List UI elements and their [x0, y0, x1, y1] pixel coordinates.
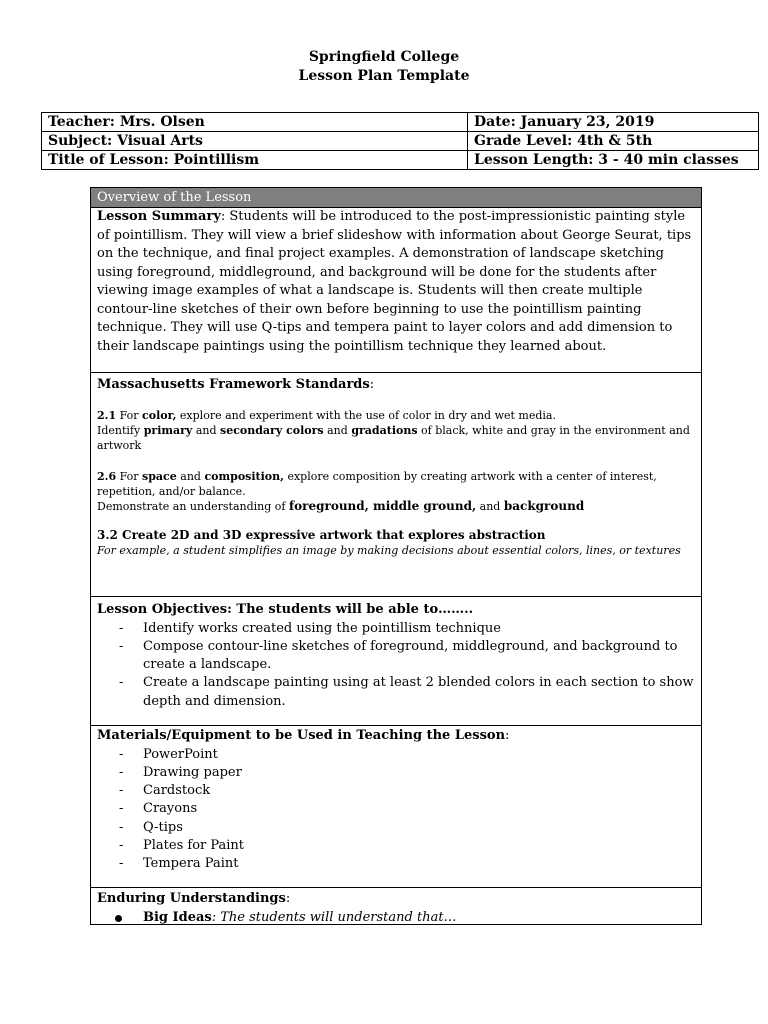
- standard-number: 2.6: [97, 469, 117, 483]
- objectives-list: [97, 620, 695, 711]
- materials-list: [97, 746, 695, 874]
- dash-marker: -: [119, 620, 124, 636]
- enduring-heading-text: Enduring Understandings: [97, 891, 286, 906]
- standard-text: explore composition by creating artwork with a center of interest, repetition, and/or balance.: [97, 469, 657, 498]
- standard-3-2: [97, 528, 695, 558]
- standard-2-1: [97, 408, 695, 453]
- material-text: Cardstock: [143, 783, 211, 799]
- date-cell: Date: January 23, 2019: [468, 113, 759, 132]
- standard-2-6: [97, 469, 695, 514]
- standard-number: 2.1: [97, 408, 117, 422]
- objectives-heading: [97, 597, 695, 620]
- material-text: Tempera Paint: [143, 856, 239, 872]
- list-item: [97, 819, 695, 837]
- list-item: [97, 674, 695, 711]
- list-item: [97, 620, 695, 638]
- enduring-list: [97, 909, 695, 927]
- summary-text: : Students will be introduced to the post-impressionistic painting style of pointillism. They will view a brief slideshow with information about George Seurat, tips on the technique, and final project examples. A demonstration of landscape sketching using foreground, middleground, and background will be done for the students after viewing image examples of what a landscape is. Students will then create multiple contour-line sketches of their own before beginning to use the pointillism painting technique. They will use Q-tips and tempera paint to layer colors and add dimension to their landscape paintings using the pointillism technique they learned about.: [97, 209, 692, 354]
- standards-section: [91, 373, 701, 597]
- standard-keyword: secondary colors: [220, 423, 324, 437]
- summary-label: Lesson Summary: [97, 209, 221, 224]
- teacher-cell: Teacher: Mrs. Olsen: [42, 113, 468, 132]
- standard-keyword: background: [503, 498, 585, 513]
- standard-text: For: [116, 469, 143, 483]
- standard-keyword: primary: [143, 423, 193, 437]
- dash-marker: -: [119, 819, 124, 835]
- overview-heading: Overview of the Lesson: [91, 188, 701, 208]
- materials-heading-text: Materials/Equipment to be Used in Teaching the Lesson: [97, 728, 506, 743]
- college-title: Springfield College: [308, 49, 460, 65]
- standard-text: and: [176, 469, 205, 483]
- objective-text: Create a landscape painting using at least 2 blended colors in each section to show depth and dimension.: [143, 675, 694, 709]
- dash-marker: -: [119, 746, 124, 762]
- materials-heading-colon: :: [505, 728, 510, 743]
- lesson-info-table: [41, 112, 759, 170]
- lesson-title-cell: Title of Lesson: Pointillism: [42, 151, 468, 170]
- materials-heading: [97, 726, 695, 746]
- objectives-heading-text: Lesson Objectives: The students will be able to……..: [97, 602, 474, 617]
- standard-keyword: space: [142, 469, 177, 483]
- info-row: [42, 113, 759, 132]
- dash-marker: -: [119, 856, 124, 872]
- standard-example: For example, a student simplifies an image by making decisions about essential colors, lines, or textures: [97, 543, 681, 557]
- standards-heading-text: Massachusetts Framework Standards: [97, 377, 370, 392]
- standard-text: and: [323, 423, 352, 437]
- standard-text: Demonstrate an understanding of: [97, 499, 289, 513]
- standard-text: and: [192, 423, 221, 437]
- list-item: [97, 837, 695, 855]
- big-ideas-label: Big Ideas: [143, 909, 212, 925]
- enduring-understandings-section: [91, 888, 701, 945]
- list-item: [97, 764, 695, 782]
- info-row: [42, 151, 759, 170]
- enduring-heading: [97, 888, 695, 909]
- lesson-overview-table: [90, 187, 702, 925]
- standard-keyword: color,: [142, 408, 177, 422]
- grade-level-cell: Grade Level: 4th & 5th: [468, 132, 759, 151]
- list-item: [97, 746, 695, 764]
- standard-keyword: gradations: [351, 423, 418, 437]
- material-text: Drawing paper: [143, 764, 242, 780]
- standard-text: Identify: [97, 423, 144, 437]
- dash-marker: -: [119, 783, 124, 799]
- objective-text: Identify works created using the pointillism technique: [143, 620, 501, 636]
- material-text: PowerPoint: [143, 746, 218, 762]
- list-item: [97, 855, 695, 873]
- dash-marker: -: [119, 638, 124, 654]
- dash-marker: -: [119, 801, 124, 817]
- list-item: [97, 909, 695, 927]
- standards-heading: [97, 373, 695, 395]
- dash-marker: -: [119, 675, 124, 691]
- subject-cell: Subject: Visual Arts: [42, 132, 468, 151]
- lesson-summary: [97, 208, 695, 356]
- standard-title: 3.2 Create 2D and 3D expressive artwork that explores abstraction: [97, 527, 546, 542]
- materials-section: [91, 726, 701, 888]
- material-text: Plates for Paint: [143, 837, 245, 853]
- standards-heading-colon: :: [369, 377, 375, 392]
- list-item: [97, 800, 695, 818]
- standard-text: For: [116, 408, 143, 422]
- standard-text: explore and experiment with the use of color in dry and wet media.: [176, 408, 556, 422]
- dash-marker: -: [119, 764, 124, 780]
- bullet-icon: [115, 915, 122, 922]
- standard-text: and: [476, 499, 504, 513]
- enduring-heading-colon: :: [285, 891, 291, 906]
- info-row: [42, 132, 759, 151]
- material-text: Crayons: [143, 801, 198, 817]
- document-subtitle: Lesson Plan Template: [298, 68, 470, 84]
- big-ideas-text: : The students will understand that…: [211, 909, 457, 925]
- standard-text: of black, white and gray in the environment and artwork: [97, 423, 690, 452]
- list-item: [97, 782, 695, 800]
- standard-keyword: composition,: [204, 469, 284, 483]
- objectives-section: [91, 597, 701, 726]
- standard-keyword: foreground, middle ground,: [288, 498, 477, 513]
- lesson-length-cell: Lesson Length: 3 - 40 min classes: [468, 151, 759, 170]
- material-text: Q-tips: [143, 819, 183, 835]
- list-item: [97, 638, 695, 675]
- objective-text: Compose contour-line sketches of foreground, middleground, and background to create a landscape.: [143, 638, 678, 673]
- dash-marker: -: [119, 837, 124, 853]
- lesson-summary-section: [91, 208, 701, 373]
